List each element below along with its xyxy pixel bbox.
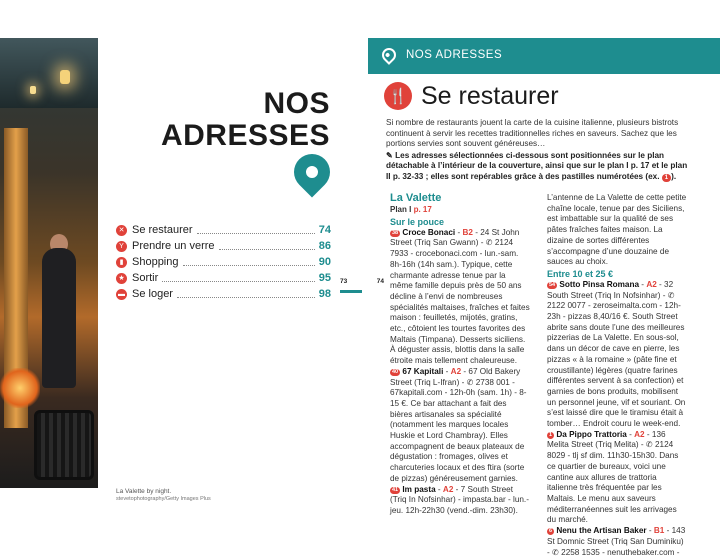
intro-text: Si nombre de restaurants jouent la carte de la cuisine italienne, plusieurs bistrots continuent à servir les recettes traditionnelles riches en saveurs. Sachez que les portions servies sont souvent généreuses…	[386, 118, 679, 149]
toc-item-shopping[interactable]	[116, 254, 331, 270]
column-1	[390, 192, 530, 517]
entry-location: A2	[646, 279, 657, 289]
entry-text: - 67 Old Bakery Street (Triq L-Ifran) - ✆ 2738 001 - 67kapitali.com - 12h-0h (sam. 1h) - 8-15 €. Ce bar attachant a fait des bières artisanales sa spécialité (notamment les marques locales Huskie et Lord Chambray). Elles accompagnent de beaux plateaux de dégustation : fromages, olives et charcuteries locaux et des ftira (sorte de pizzas) généreusement garnies.	[390, 366, 527, 483]
fork-knife-icon: ✕	[116, 225, 127, 236]
toc-page: 74	[318, 224, 331, 236]
entry-text: - 7 South Street (Triq In Nofsinhar) - impasta.bar - lun.-jeu. 12h-22h30 (vend.-dim. 23h30).	[390, 484, 529, 515]
entry-name: Sotto Pinsa Romana	[559, 279, 640, 289]
bag-icon: ▮	[116, 257, 127, 268]
entry-location: B2	[462, 227, 473, 237]
entry-number: 40	[392, 368, 399, 375]
photo-caption	[116, 488, 211, 503]
subheading-price-range: Entre 10 et 25 €	[547, 268, 614, 279]
entry-text: - 32 South Street (Triq In Nofsinhar) - ✆ 2122 0077 - zeroseimalta.com - 12h-23h - pizzas 8,40/16 €. South Street abrite sans doute l’une des meilleures pizzerias de La Valette. En sous-sol, dans un décor de cave en pierre, les pizzas « à la romaine » (pâte fine et croustillante) légères (quatre farines différentes servent à sa confection) et garnies de bons produits, mobilisent un personnel jeune, vif et souriant. On s’est laissé dire que le tiramisu était à tomber… Endroit couru le week-end.	[547, 279, 686, 429]
entry-location: B1	[653, 526, 665, 536]
entry-name: Croce Bonaci	[402, 227, 456, 237]
section-header	[368, 38, 720, 74]
entry-number: 54	[549, 281, 556, 288]
toc-page: 90	[318, 256, 331, 268]
page-range-bar	[340, 290, 362, 293]
toc-label: Sortir	[132, 272, 159, 284]
city-heading: La Valette	[390, 192, 442, 204]
table-of-contents	[116, 222, 331, 302]
photo-credit: stevetophotography/Getty Images Plus	[116, 496, 211, 503]
plan-label: Plan I	[390, 205, 412, 214]
list-item: 1 Da Pippo Trattoria - A2 - 136 Melita Street (Triq Melita) - ✆ 2124 8029 - tlj sf dim. 11h30-15h30. Dans ce quartier de bureaux, voici une cantine aux allures de trattoria italienne très fréquentée par les Maltais. Le menu aux saveurs méditerranéennes suit les arrivages du marché.	[547, 429, 679, 525]
entry-number: 38	[392, 229, 399, 236]
toc-page: 98	[318, 288, 331, 300]
toc-item-sortir[interactable]	[116, 270, 331, 286]
toc-item-prendre-un-verre[interactable]	[116, 238, 331, 254]
intro-note-text: Les adresses sélectionnées ci-dessous sont positionnées sur le plan détachable à l’intérieur de la couverture, ainsi que sur le plan I p. 17 et le plan II p. 32-33 ; elles sont repérables grâce à des pastilles numérotées (ex.	[386, 150, 688, 181]
plan-reference	[390, 205, 530, 216]
toc-label: Shopping	[132, 256, 179, 268]
entry-number: 1	[549, 431, 553, 438]
entry-text: - 24 St John Street (Triq San Gwann) - ✆ 2124 7933 - crocebonaci.com - lun.-sam. 8h-16h (14h sam.). Typique, cette charmante adresse tenue par la même famille depuis près de 50 ans décline à l’envi de nombreuses spécialités maltaises, fraîches et faites maison : feuilletés, mijotés, gratins, etc., côtoient les tourtes favorites des Maltais (Timpana). Desserts siciliens. À déguster assis, blottis dans la salle étroite mais tellement chaleureuse.	[390, 227, 530, 366]
list-item: 38 Croce Bonaci - B2 - 24 St John Street (Triq San Gwann) - ✆ 2124 7933 - crocebonaci.com - lun.-sam. 8h-16h (14h sam.). Typique, cette charmante adresse tenue par la même famille depuis près de 50 ans décline à l’envi de nombreuses spécialités maltaises, fraîches et faites maison : feuilletés, mijotés, gratins, etc., côtoient les tourtes favorites des Maltais (Timpana). Desserts siciliens. À déguster assis, blottis dans la salle étroite mais tellement chaleureuse.	[390, 227, 530, 366]
entry-name: Nenu the Artisan Baker	[556, 526, 647, 536]
title-line-1: NOS	[263, 87, 330, 120]
header-band	[98, 38, 720, 74]
bed-icon: ▬	[118, 290, 125, 298]
entry-name: 67 Kapitali	[402, 366, 444, 376]
toc-item-se-loger[interactable]	[116, 286, 331, 302]
entry-location: A2	[450, 366, 462, 376]
intro-note-end: ).	[671, 171, 677, 181]
title-line-2: ADRESSES	[160, 119, 330, 152]
list-item: 6 Nenu the Artisan Baker - B1 - 143 St Domnic Street (Triq San Duminiku) - ✆ 2258 1535 - nenuthebaker.com -	[547, 526, 686, 556]
entry-location: A2	[634, 429, 645, 439]
subheading-sur-le-pouce: Sur le pouce	[390, 216, 445, 227]
example-pill: 1	[662, 174, 671, 182]
section-label: NOS ADRESSES	[406, 49, 503, 61]
list-item: 40 67 Kapitali - A2 - 67 Old Bakery Street (Triq L-Ifran) - ✆ 2738 001 - 67kapitali.com - 12h-0h (sam. 1h) - 8-15 €. Ce bar attachant a fait des bières artisanales sa spécialité (notamment les marques locales Huskie et Lord Chambray). Elles accompagnent de beaux plateaux de dégustation : fromages, olives et charcuteries locaux et des ftira (sorte de pizzas) généreusement garnies.	[390, 366, 527, 483]
intro-note	[386, 151, 687, 181]
star-icon: ★	[116, 273, 127, 284]
page-to: 74	[376, 278, 384, 285]
entry-number: 6	[549, 528, 553, 535]
page-title	[160, 88, 330, 152]
glass-icon: Y	[116, 241, 127, 252]
plan-page: p. 17	[413, 205, 432, 214]
page-range-indicator	[340, 278, 384, 293]
map-pin-icon	[379, 45, 399, 65]
page-from: 73	[340, 278, 348, 285]
intro-note-icon: ✎	[386, 150, 396, 160]
caption-text: La Valette by night.	[116, 488, 172, 495]
fork-knife-icon: 🍴	[384, 82, 412, 110]
entry-name: Im pasta	[402, 484, 436, 494]
entry-location: A2	[442, 484, 454, 494]
photo-la-valette	[0, 38, 98, 488]
location-pin-icon	[287, 147, 338, 198]
toc-page: 86	[318, 240, 331, 252]
continued-text: L’antenne de La Valette de cette petite chaîne locale, tenue par des Siciliens, est imbattable sur la qualité de ses pâtes fraîches faites maison. La dizaine de sortes différentes s’accompagne d’une douzaine de sauces au choix.	[547, 193, 687, 267]
entry-name: Da Pippo Trattoria	[556, 429, 627, 439]
toc-page: 95	[318, 272, 331, 284]
entry-text: - 143 St Domnic Street (Triq San Duminiku) - ✆ 2258 1535 - nenuthebaker.com -	[547, 526, 686, 556]
intro	[386, 118, 688, 183]
toc-item-se-restaurer[interactable]	[116, 222, 331, 238]
list-item: 54 Sotto Pinsa Romana - A2 - 32 South Street (Triq In Nofsinhar) - ✆ 2122 0077 - zeroseimalta.com - 12h-23h - pizzas 8,40/16 €. South Street abrite sans doute l’une des meilleures pizzerias de La Valette. En sous-sol, dans un décor de cave en pierre, les pizzas « à la romaine » (pâte fine et croustillante) légères (quatre farines différentes servent à sa confection) et garnies de bons produits, mobilisent un personnel jeune, vif et souriant. On s’est laissé dire que le tiramisu était à tomber… Endroit couru le week-end.	[547, 279, 686, 429]
toc-label: Prendre un verre	[132, 240, 215, 252]
section-title: Se restaurer	[421, 82, 559, 110]
column-2	[547, 193, 687, 556]
toc-label: Se restaurer	[132, 224, 193, 236]
toc-label: Se loger	[132, 288, 173, 300]
entry-text: - 136 Melita Street (Triq Melita) - ✆ 2124 8029 - tlj sf dim. 11h30-15h30. Dans ce quartier de bureaux, voici une cantine aux allures de trattoria italienne très fréquentée par les Maltais. Le menu aux saveurs méditerranéennes suit les arrivages du marché.	[547, 429, 679, 525]
list-item: 41 Im pasta - A2 - 7 South Street (Triq In Nofsinhar) - impasta.bar - lun.-jeu. 12h-22h30 (vend.-dim. 23h30).	[390, 484, 529, 515]
entry-number: 41	[392, 486, 399, 493]
